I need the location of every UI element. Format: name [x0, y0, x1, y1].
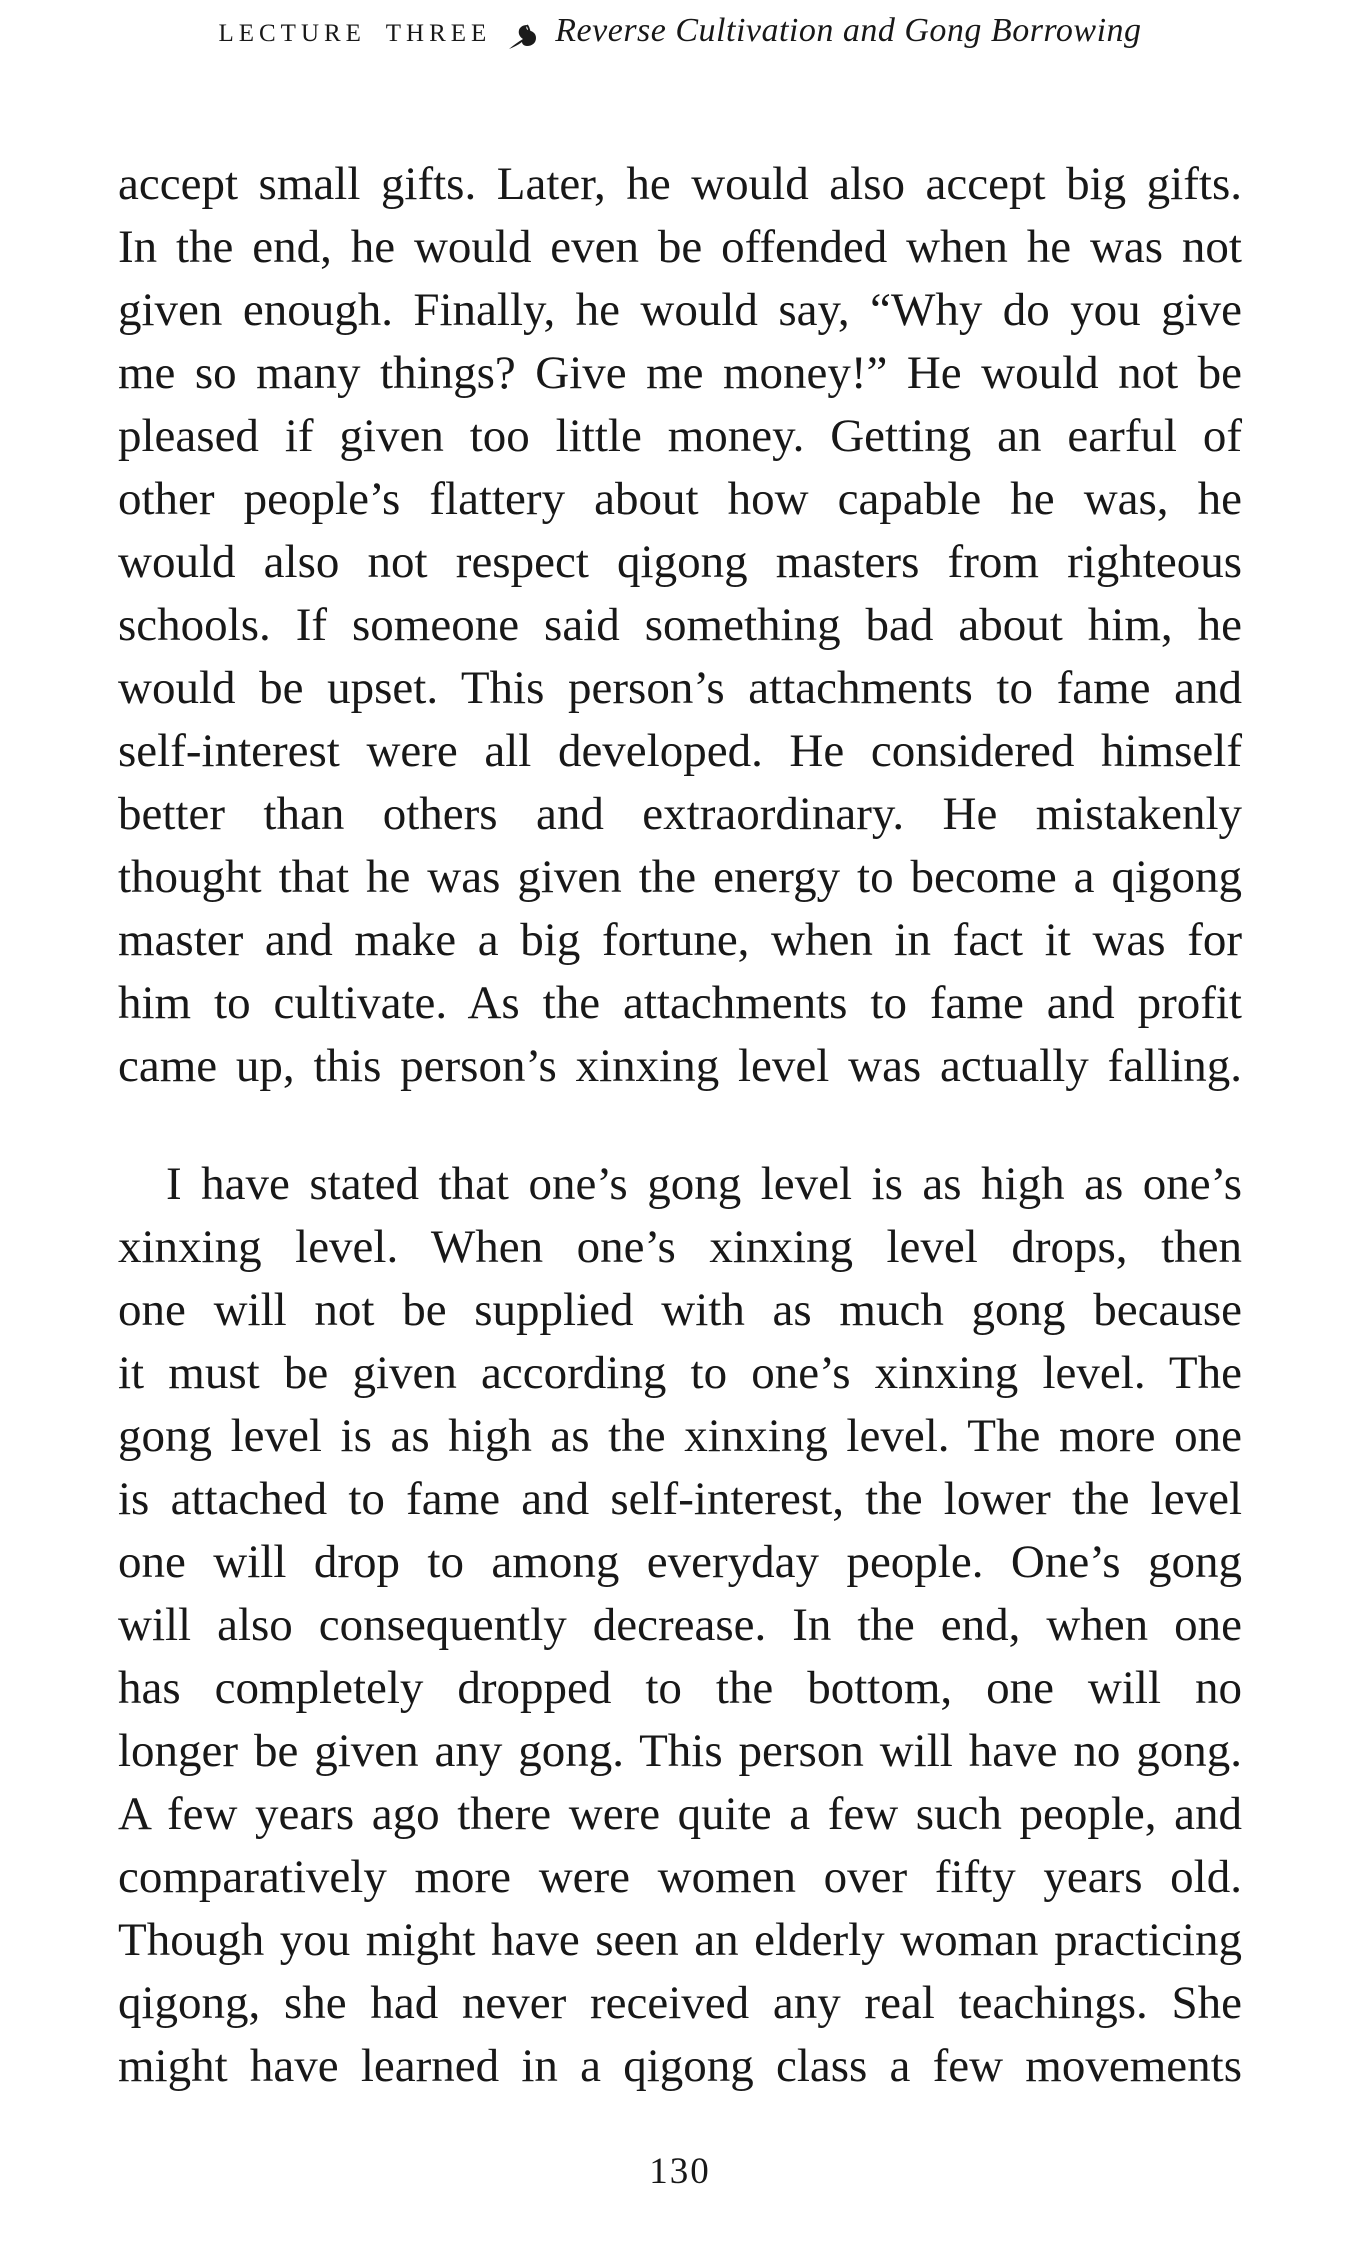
text-line: one will drop to among everyday people. One’s gong	[118, 1536, 1242, 1588]
text-line: me so many things? Give me money!” He would not be	[118, 347, 1242, 399]
text-line: I have stated that one’s gong level is as high as one’s	[166, 1158, 1242, 1210]
text-line: master and make a big fortune, when in fact it was for	[118, 914, 1242, 966]
chapter-title: Reverse Cultivation and Gong Borrowing	[555, 12, 1142, 49]
text-line: better than others and extraordinary. He mistakenly	[118, 788, 1242, 840]
text-line: self-interest were all developed. He considered himself	[118, 725, 1242, 777]
text-line: A few years ago there were quite a few such people, and	[118, 1788, 1242, 1840]
hedera-leaf-ornament-icon	[507, 22, 539, 52]
text-line: him to cultivate. As the attachments to fame and profit	[118, 977, 1242, 1029]
text-line: given enough. Finally, he would say, “Why do you give	[118, 284, 1242, 336]
text-line: pleased if given too little money. Getting an earful of	[118, 410, 1242, 462]
body-text	[118, 153, 1242, 2098]
text-line: is attached to fame and self-interest, the lower the level	[118, 1473, 1242, 1525]
text-line: came up, this person’s xinxing level was actually falling.	[118, 1040, 1242, 1092]
text-line: longer be given any gong. This person will have no gong.	[118, 1725, 1242, 1777]
page-number: 130	[649, 2151, 711, 2192]
text-line: one will not be supplied with as much gong because	[118, 1284, 1242, 1336]
text-line: would also not respect qigong masters from righteous	[118, 536, 1242, 588]
text-line: accept small gifts. Later, he would also accept big gifts.	[118, 158, 1242, 210]
text-line: schools. If someone said something bad about him, he	[118, 599, 1242, 651]
text-line: other people’s flattery about how capable he was, he	[118, 473, 1242, 525]
text-line: comparatively more were women over fifty years old.	[118, 1851, 1242, 1903]
text-line: thought that he was given the energy to become a qigong	[118, 851, 1242, 903]
running-header	[0, 12, 1360, 50]
text-line: xinxing level. When one’s xinxing level drops, then	[118, 1221, 1242, 1273]
text-line: qigong, she had never received any real teachings. She	[118, 1977, 1242, 2029]
text-line: Though you might have seen an elderly woman practicing	[118, 1914, 1242, 1966]
paragraph	[118, 153, 1242, 1098]
text-line: will also consequently decrease. In the end, when one	[118, 1599, 1242, 1651]
paragraph	[118, 1153, 1242, 2098]
lecture-label: LECTURE THREE	[218, 20, 492, 47]
text-line: gong level is as high as the xinxing level. The more one	[118, 1410, 1242, 1462]
text-line: might have learned in a qigong class a few movements	[118, 2040, 1242, 2092]
text-line: it must be given according to one’s xinxing level. The	[118, 1347, 1242, 1399]
text-line: In the end, he would even be offended when he was not	[118, 221, 1242, 273]
text-line: would be upset. This person’s attachments to fame and	[118, 662, 1242, 714]
text-line: has completely dropped to the bottom, one will no	[118, 1662, 1242, 1714]
